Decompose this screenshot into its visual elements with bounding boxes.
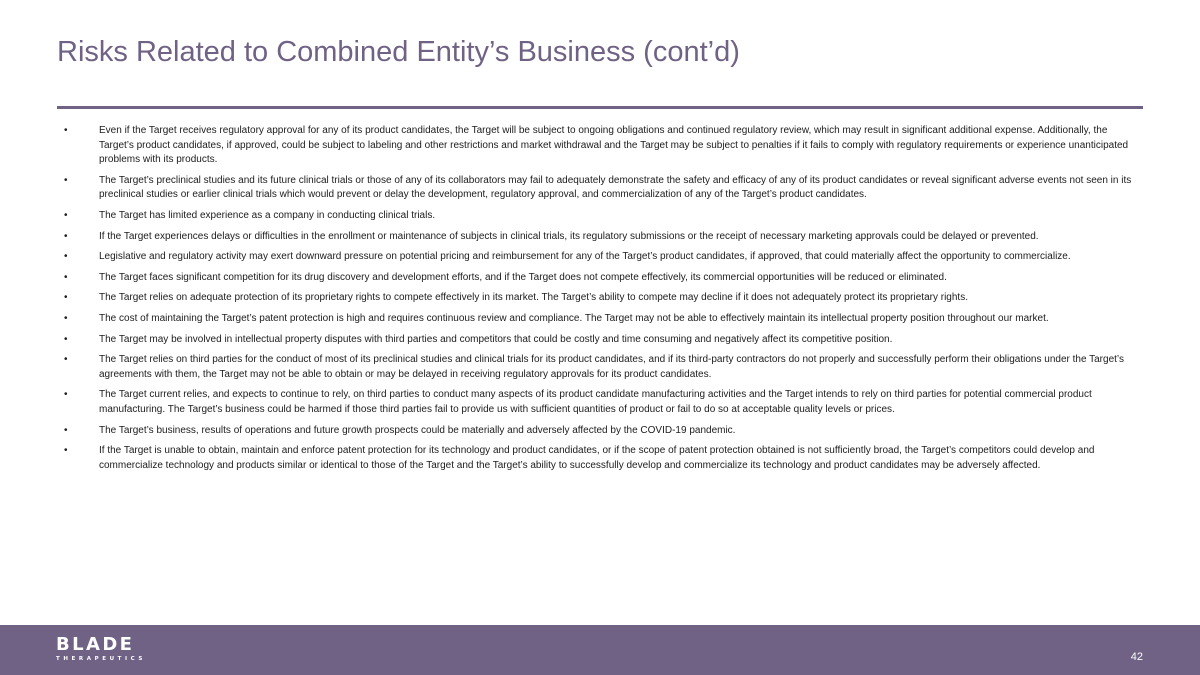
bullet-marker: •: [64, 424, 68, 436]
risk-bullet-text: The Target’s preclinical studies and its future clinical trials or those of any of its collaborators may fail to adequately demonstrate the safety and efficacy of any of its product candidates or reveal significant adverse events not seen in its preclinical studies or earlier clinical trials which would prevent or delay the development, regulatory approval, and commercialization of any of the Target’s product candidates.: [99, 174, 1132, 201]
risk-bullet-item: [60, 271, 1135, 286]
risk-bullet-text: If the Target experiences delays or difficulties in the enrollment or maintenance of subjects in clinical trials, its regulatory submissions or the receipt of necessary marketing approvals could be delayed or prevented.: [99, 230, 1039, 242]
risk-bullet-text: The Target’s business, results of operations and future growth prospects could be materially and adversely affected by the COVID-19 pandemic.: [99, 424, 736, 436]
bullet-marker: •: [64, 312, 68, 324]
risk-bullet-list: [60, 124, 1135, 479]
logo-wordmark: BLADE: [56, 634, 135, 655]
bullet-marker: •: [64, 251, 68, 263]
bullet-marker: •: [64, 174, 68, 186]
footer-band: [0, 625, 1200, 675]
bullet-marker: •: [64, 271, 68, 283]
title-divider: [57, 106, 1143, 109]
risk-bullet-item: [60, 174, 1135, 203]
risk-bullet-text: The Target may be involved in intellectual property disputes with third parties and competitors that could be costly and time consuming and negatively affect its competitive position.: [99, 333, 893, 345]
risk-bullet-item: [60, 424, 1135, 439]
risk-bullet-text: Even if the Target receives regulatory approval for any of its product candidates, the Target will be subject to ongoing obligations and continued regulatory review, which may result in significant additional expense. Additionally, the Target’s product candidates, if approved, could be subject to labeling and other restrictions and market withdrawal and the Target may be subject to penalties if it fails to comply with regulatory requirements or experience unanticipated problems with its products.: [99, 125, 1129, 166]
bullet-marker: •: [64, 230, 68, 242]
slide-title: Risks Related to Combined Entity’s Business (cont’d): [57, 36, 740, 68]
risk-bullet-text: The Target faces significant competition for its drug discovery and development efforts, and if the Target does not compete effectively, its commercial opportunities will be reduced or eliminated.: [99, 271, 947, 283]
risk-bullet-item: [60, 333, 1135, 348]
bullet-marker: •: [64, 125, 68, 136]
risk-bullet-item: [60, 444, 1135, 473]
bullet-marker: •: [64, 209, 68, 221]
bullet-marker: •: [64, 445, 68, 457]
bullet-marker: •: [64, 333, 68, 345]
bullet-marker: •: [64, 354, 68, 366]
company-logo: [56, 635, 146, 663]
logo-tagline: THERAPEUTICS: [56, 656, 146, 662]
risk-bullet-text: If the Target is unable to obtain, maintain and enforce patent protection for its technology and product candidates, or if the scope of patent protection obtained is not sufficiently broad, the Target’s competitors could develop and commercialize technology and products similar or identical to those of the Target and the Target’s ability to successfully develop and commercialize its technology and product candidates may be adversely affected.: [99, 445, 1095, 471]
bullet-marker: •: [64, 292, 68, 304]
bullet-marker: •: [64, 389, 68, 401]
risk-bullet-text: The Target current relies, and expects to continue to rely, on third parties to conduct many aspects of its product candidate manufacturing activities and the Target intends to rely on third parties for potential commercial product manufacturing. The Target’s business could be harmed if those third parties fail to provide us with sufficient quantities of product or fail to do so at acceptable quality levels or prices.: [99, 389, 1092, 415]
risk-bullet-item: [60, 124, 1135, 168]
risk-bullet-item: [60, 250, 1135, 265]
risk-bullet-item: [60, 291, 1135, 306]
risk-bullet-item: [60, 312, 1135, 327]
risk-bullet-text: The Target relies on third parties for the conduct of most of its preclinical studies and clinical trials for its product candidates, and if its third-party contractors do not properly and successfully perform their obligations under the Target’s agreements with them, the Target may not be able to obtain or may be delayed in receiving regulatory approvals for its product candidates.: [99, 354, 1124, 380]
risk-bullet-text: Legislative and regulatory activity may exert downward pressure on potential pricing and reimbursement for any of the Target’s product candidates, if approved, that could materially affect the opportunity to commercialize.: [99, 251, 1071, 263]
risk-bullet-text: The Target relies on adequate protection of its proprietary rights to compete effectively in its market. The Target’s ability to compete may decline if it does not adequately protect its proprietary rights.: [99, 292, 968, 304]
page-number: 42: [1130, 651, 1143, 663]
risk-bullet-text: The cost of maintaining the Target’s patent protection is high and requires continuous review and compliance. The Target may not be able to effectively maintain its intellectual property position throughout our market.: [99, 312, 1049, 324]
risk-bullet-text: The Target has limited experience as a company in conducting clinical trials.: [99, 209, 436, 221]
risk-bullet-item: [60, 388, 1135, 417]
risk-bullet-item: [60, 209, 1135, 224]
risk-bullet-item: [60, 230, 1135, 245]
risk-bullet-item: [60, 353, 1135, 382]
